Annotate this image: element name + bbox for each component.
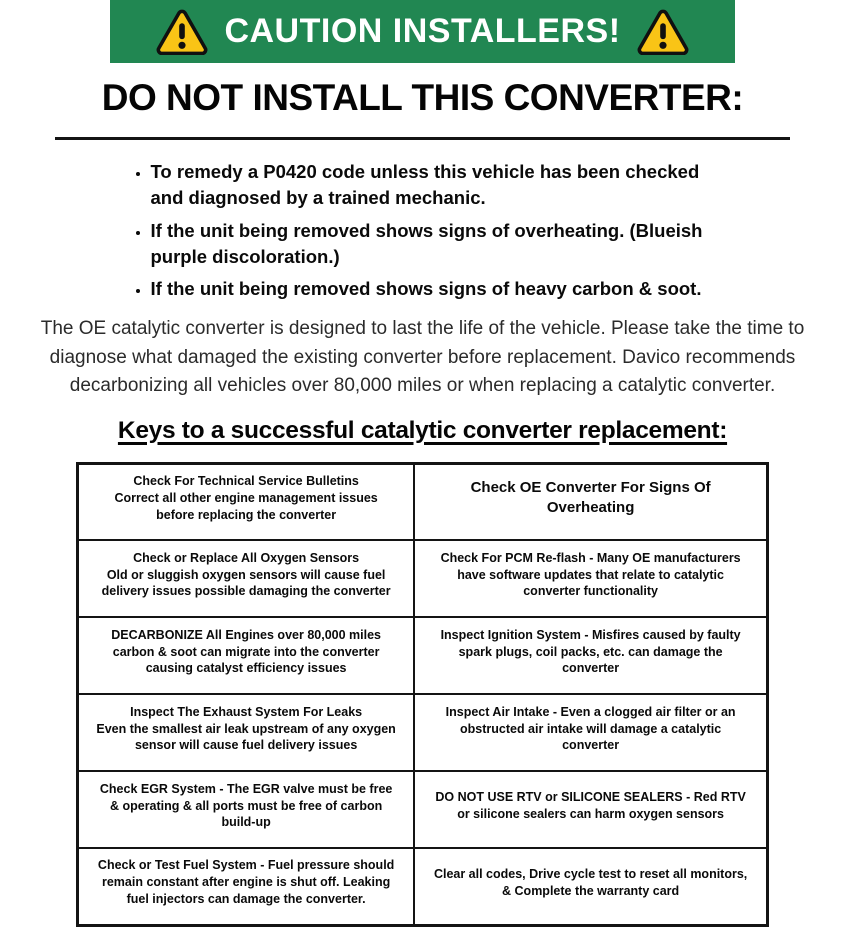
divider [55,137,790,140]
cell-clear-codes: Clear all codes, Drive cycle test to reset all monitors, & Complete the warranty card [414,848,767,925]
table-row [78,848,768,925]
cell-ignition-system: Inspect Ignition System - Misfires caused by faulty spark plugs, coil packs, etc. can damage the converter [414,617,767,694]
cell-rtv-sealers: DO NOT USE RTV or SILICONE SEALERS - Red RTV or silicone sealers can harm oxygen sensors [414,771,767,848]
cell-exhaust-leaks: Inspect The Exhaust System For Leaks Even the smallest air leak upstream of any oxygen sensor will cause fuel delivery issues [78,694,415,771]
cell-service-bulletins: Check For Technical Service Bulletins Correct all other engine management issues before replacing the converter [78,463,415,540]
keys-subheading: Keys to a successful catalytic converter replacement: [117,416,728,444]
cell-egr-system: Check EGR System - The EGR valve must be free & operating & all ports must be free of carbon build-up [78,771,415,848]
warning-triangle-icon [156,9,208,55]
cell-oxygen-sensors: Check or Replace All Oxygen Sensors Old or sluggish oxygen sensors will cause fuel delivery issues possible damaging the converter [78,540,415,617]
page-title: DO NOT INSTALL THIS CONVERTER: [101,77,744,118]
warning-triangle-icon [637,9,689,55]
table-row [78,540,768,617]
do-not-install-list [123,159,723,302]
table-row [78,463,768,540]
table-row [78,771,768,848]
cell-pcm-reflash: Check For PCM Re-flash - Many OE manufacturers have software updates that relate to catalytic converter functionality [414,540,767,617]
cell-air-intake: Inspect Air Intake - Even a clogged air filter or an obstructed air intake will damage a catalytic converter [414,694,767,771]
banner-title: CAUTION INSTALLERS! [224,12,621,50]
list-item-carbon-soot: • If the unit being removed shows signs of heavy carbon & soot. [151,276,723,302]
cell-oe-overheating: Check OE Converter For Signs Of Overheating [414,463,767,540]
table-row [78,617,768,694]
cell-decarbonize: DECARBONIZE All Engines over 80,000 miles carbon & soot can migrate into the converter causing catalyst efficiency issues [78,617,415,694]
list-item-overheating: • If the unit being removed shows signs of overheating. (Blueish purple discoloration.) [151,218,723,271]
caution-banner [110,0,735,63]
table-row [78,694,768,771]
list-item-p0420: • To remedy a P0420 code unless this vehicle has been checked and diagnosed by a trained mechanic. [151,159,723,212]
cell-fuel-system: Check or Test Fuel System - Fuel pressure should remain constant after engine is shut off. Leaking fuel injectors can damage the converter. [78,848,415,925]
advisory-paragraph: The OE catalytic converter is designed to last the life of the vehicle. Please take the time to diagnose what damaged the existing converter before replacement. Davico recommends decarbonizing all vehicles over 80,000 miles or when replacing a catalytic converter. [40,318,805,397]
keys-table [76,462,769,927]
